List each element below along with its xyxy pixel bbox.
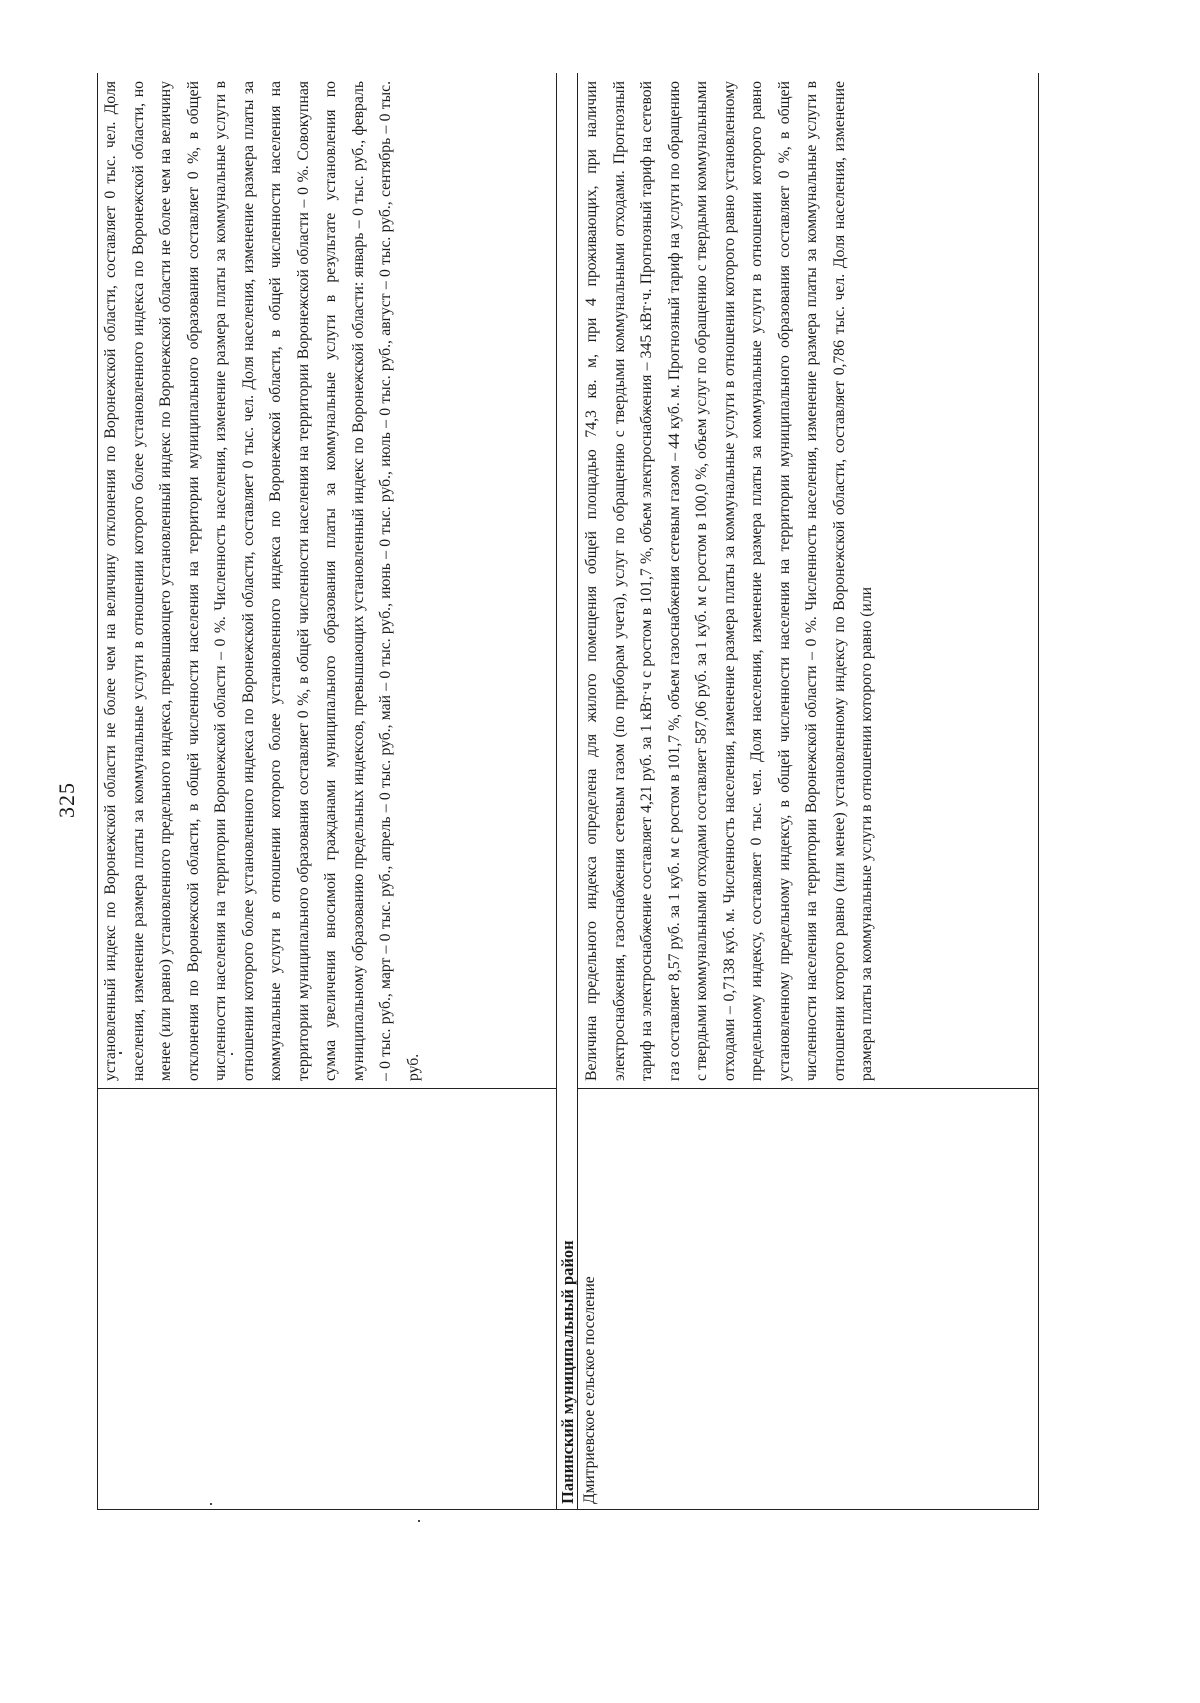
- row1-left-cell: [103, 1099, 549, 1504]
- row2-description: Величина предельного индекса определена для жилого помещения общей площадью 74,3 кв. м, при 4 проживающих, при наличии электроснабжения, газоснабжения сетевым газом (по приборам учета), услуг по обращению с твердыми коммунальными отходами. Прогнозный тариф на электроснабжение составляет 4,21 руб. за 1 кВт·ч с ростом в 101,7 %, объем электроснабжения – 345 кВт·ч. Прогнозный тариф на сетевой газ составляет 8,57 руб. за 1 куб. м с ростом в 101,7 %, объем газоснабжения сетевым газом – 44 куб. м. Прогнозный тариф на услуги по обращению с твердыми коммунальными отходами составляет 587,06 руб. за 1 куб. м с ростом в 100,0 %, объем услуг по обращению с твердыми коммунальными отходами – 0,7138 куб. м. Численность населения, изменение размера платы за коммунальные услуги в отношении которого равно установленному предельному индексу, составляет 0 тыс. чел. Доля населения, изменение размера платы за коммунальные услуги в отношении которого равно установленному предельному индексу, в общей численности населения на территории муниципального образования составляет 0 %, в общей численности населения на территории Воронежской области – 0 %. Численность населения, изменение размера платы за коммунальные услуги в отношении которого равно (или менее) установленному индексу по Воронежской области, составляет 0,786 тыс. чел. Доля населения, изменение размера платы за коммунальные услуги в отношении которого равно (или: [583, 81, 875, 1081]
- row-separator: [556, 73, 557, 1510]
- page-number: 325: [54, 782, 79, 818]
- table-border-left: [97, 1509, 1039, 1510]
- scan-mark: [418, 1520, 420, 1522]
- column-separator: [97, 1088, 556, 1089]
- row1-description: установленный индекс по Воронежской области не более чем на величину отклонения по Воронежской области, составляет 0 тыс. чел. Доля населения, изменение размера платы за коммунальные услуги в отношении которого более установленного индекса по Воронежской области, но менее (или равно) установленного предельного индекса, превышающего установленный индекс по Воронежской области не более чем на величину отклонения по Воронежской области, в общей численности населения на территории муниципального образования составляет 0 %, в общей численности населения на территории Воронежской области – 0 %. Численность населения, изменение размера платы за коммунальные услуги в отношении которого более установленного индекса по Воронежской области, составляет 0 тыс. чел. Доля населения, изменение размера платы за коммунальные услуги в отношении которого более установленного индекса по Воронежской области, в общей численности населения на территории муниципального образования составляет 0 %, в общей численности населения на территории Воронежской области – 0 %. Совокупная сумма увеличения вносимой гражданами муниципального образования платы за коммунальные услуги в результате установления по муниципальному образованию предельных индексов, превышающих установленный индекс по Воронежской области: январь – 0 тыс. руб., февраль – 0 тыс. руб., март – 0 тыс. руб., апрель – 0 тыс. руб., май – 0 тыс. руб., июнь – 0 тыс. руб., июль – 0 тыс. руб., август – 0 тыс. руб., сентябрь – 0 тыс. руб.: [102, 81, 422, 1081]
- data-table: [97, 73, 1039, 1510]
- table-border-bottom: [1038, 73, 1039, 1510]
- rotated-page-content: [97, 73, 1039, 1510]
- column-separator: [577, 1088, 1039, 1089]
- settlement-name: Дмитриевское сельское поселение: [581, 1276, 598, 1504]
- region-heading: Панинский муниципальный район: [558, 1240, 577, 1504]
